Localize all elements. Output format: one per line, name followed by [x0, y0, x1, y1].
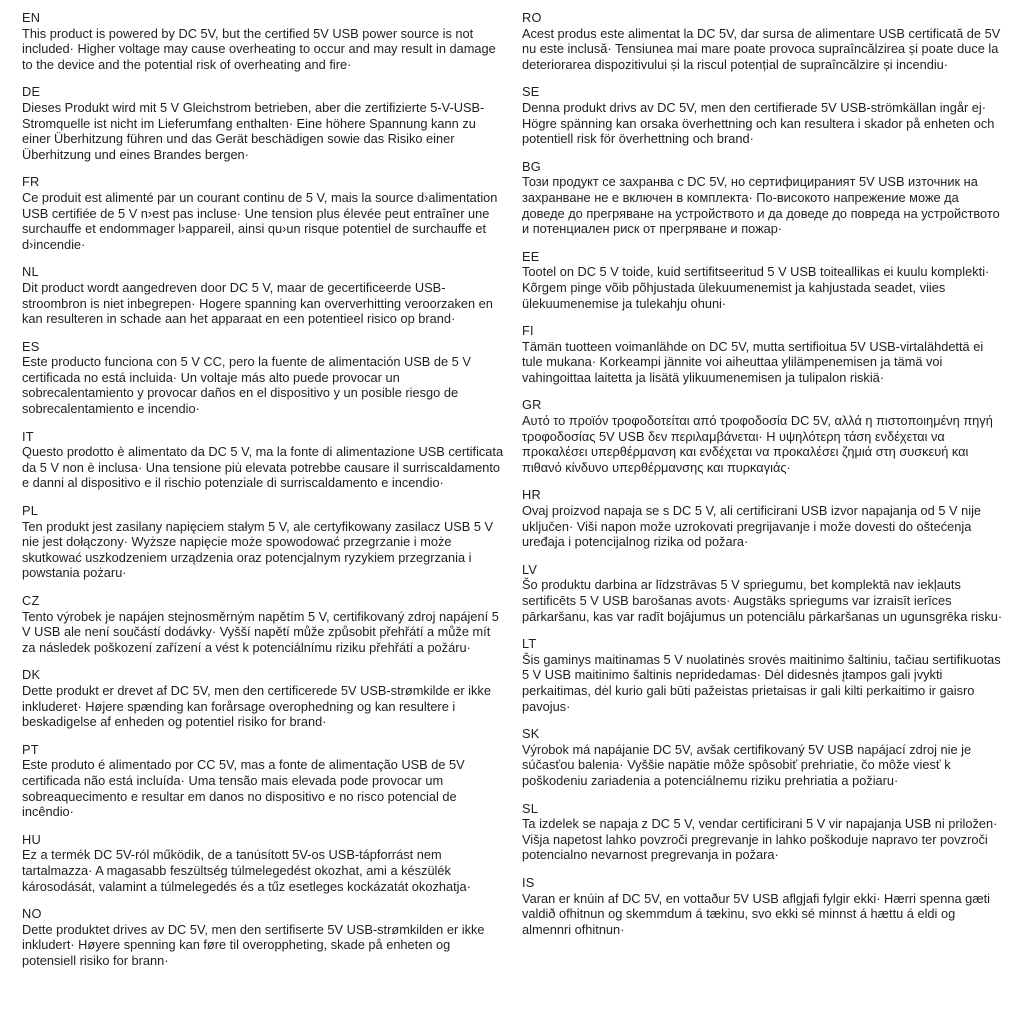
warning-text: Ez a termék DC 5V-ról működik, de a tanúsított 5V-os USB-tápforrást nem tartalmazza· A magasabb feszültség túlmelegedést okozhat, ami a készülék károsodását, valamint a túlmelegedés és a tűz esetleges kockázatát okozhatja·: [22, 847, 471, 894]
warning-text: Este produto é alimentado por CC 5V, mas a fonte de alimentação USB de 5V certificada não está incluída· Uma tensão mais elevada pode provocar um sobreaquecimento e resultar em danos no dispositivo e no risco potencial de incêndio·: [22, 757, 465, 820]
warning-text: Výrobok má napájanie DC 5V, avšak certifikovaný 5V USB napájací zdroj nie je súčasťou balenia· Vyššie napätie môže spôsobiť prehriatie, čo môže viesť k poškodeniu zariadenia a potenciálnemu riziku prehriatia a požiaru·: [522, 741, 972, 788]
warning-text: Tootel on DC 5 V toide, kuid sertifitseeritud 5 V USB toiteallikas ei kuulu komplekti· Kõrgem pinge võib põhjustada ülekuumenemist ja kahjustada seadet, viies ülekuumenemise ja tulekahju ohuni·: [522, 264, 990, 311]
language-section-hu: [22, 832, 504, 894]
language-code: PT: [22, 741, 39, 757]
warning-text: Šis gaminys maitinamas 5 V nuolatinės srovės maitinimo šaltiniu, tačiau sertifikuotas 5 V USB maitinimo šaltinis nepridedamas· Dėl didesnės įtampos gali įvykti perkaitimas, dėl kurio gali būti pažeistas prietaisas ir gali kilti perkaitimo ir gaisro pavojus·: [522, 651, 1001, 714]
language-section-pl: [22, 503, 504, 581]
language-code: GR: [522, 397, 542, 413]
language-code: NO: [22, 906, 42, 922]
language-code: BG: [522, 158, 541, 174]
language-code: NL: [22, 264, 39, 280]
language-section-fi: [522, 323, 1004, 385]
language-section-dk: [22, 667, 504, 729]
language-code: HU: [22, 831, 41, 847]
language-code: CZ: [22, 593, 40, 608]
language-code: DE: [22, 84, 41, 100]
warning-text: Šo produktu darbina ar līdzstrāvas 5 V spriegumu, bet komplektā nav iekļauts sertificēts 5 V USB barošanas avots· Augstāks spriegums var izraisīt ierīces pārkaršanu, kas var radīt bojājumus un potenciālu pārkaršanas un ugunsgrēka risku·: [522, 577, 1003, 624]
language-section-lv: [522, 562, 1004, 624]
warning-text: Acest produs este alimentat la DC 5V, dar sursa de alimentare USB certificată de 5V nu este inclusă· Tensiunea mai mare poate provoca supraîncălzirea și poate duce la deteriorarea dispozitivului și la riscul potențial de supraîncălzire și incendiu·: [522, 25, 1001, 72]
language-code: FI: [522, 323, 534, 339]
warning-text: Tento výrobek je napájen stejnosměrným napětím 5 V, certifikovaný zdroj napájení 5 V USB ale není součástí dodávky· Vyšší napětí může způsobit přehřátí a může mít za následek poškození zařízení a vést k potenciálnímu riziku přehřátí a požáru·: [22, 608, 499, 655]
warning-text: Ce produit est alimenté par un courant continu de 5 V, mais la source d›alimentation USB certifiée de 5 V n›est pas incluse· Une tension plus élevée peut entraîner une surchauffe et endommager l›appareil, ainsi qu›un risque potentiel de surchauffe et d›incendie·: [22, 189, 498, 252]
warning-text: Denna produkt drivs av DC 5V, men den certifierade 5V USB-strömkällan ingår ej· Högre spänning kan orsaka överhettning och kan resultera i skador på enheten och potentiell risk för överhettning och brand·: [522, 99, 995, 147]
warning-text: Този продукт се захранва с DC 5V, но сертифицираният 5V USB източник на захранване не е включен в комплекта· По-високото напрежение може да доведе до прегряване на устройството и да доведе до повреда на устройството и потенциален риск от прегряване и пожар·: [522, 174, 1000, 237]
warning-text: Ten produkt jest zasilany napięciem stałym 5 V, ale certyfikowany zasilacz USB 5 V nie jest dołączony· Wyższe napięcie może spowodować przegrzanie i może skutkować uszkodzeniem urządzenia oraz potencjalnym ryzykiem przegrzania i powstania pożaru·: [22, 518, 494, 581]
language-section-fr: [22, 174, 504, 252]
language-code: IT: [22, 428, 34, 444]
warning-text: Ovaj proizvod napaja se s DC 5 V, ali certificirani USB izvor napajanja od 5 V nije uključen· Viši napon može uzrokovati pregrijavanje i može dovesti do oštećenja uređaja i potencijalnog rizika od požara·: [522, 503, 982, 550]
language-section-se: [522, 84, 1004, 146]
language-code: PL: [22, 503, 39, 519]
language-code: SK: [522, 726, 540, 742]
language-section-de: [22, 84, 504, 162]
language-code: EN: [22, 10, 41, 25]
language-section-bg: [522, 159, 1004, 237]
language-code: EE: [522, 248, 540, 264]
language-section-it: [22, 429, 504, 491]
warning-text: Dieses Produkt wird mit 5 V Gleichstrom betrieben, aber die zertifizierte 5-V-USB-Stromquelle ist nicht im Lieferumfang enthalten· Eine höhere Spannung kann zu einer Überhitzung führen und das Gerät beschädigen sowie das Risiko einer Überhitzung und eines Brandes bergen·: [22, 99, 485, 162]
language-code: LV: [522, 561, 538, 577]
language-code: DK: [22, 667, 41, 683]
language-code: LT: [522, 636, 537, 652]
language-code: HR: [522, 487, 541, 503]
warning-text: Dit product wordt aangedreven door DC 5 V, maar de gecertificeerde USB-stroombron is niet inbegrepen· Hogere spanning kan oververhitting veroorzaken en kan resulteren in schade aan het apparaat en een potentieel risico op brand·: [22, 279, 493, 327]
column-left: [22, 10, 504, 1024]
language-section-ro: [522, 10, 1004, 72]
language-code: SE: [522, 84, 540, 100]
language-section-no: [22, 906, 504, 968]
language-code: IS: [522, 874, 535, 890]
language-section-es: [22, 339, 504, 417]
warning-text: Varan er knúin af DC 5V, en vottaður 5V USB aflgjafi fylgir ekki· Hærri spenna gæti valdið ofhitnun og skemmdum á tækinu, svo ekki sé minnst á hættu á eldi og almennri ofhitnun·: [522, 890, 991, 937]
warning-text: This product is powered by DC 5V, but the certified 5V USB power source is not included· Higher voltage may cause overheating to occur and may result in damage to the device and the potential risk of overheating and fire·: [22, 25, 496, 72]
language-section-is: [522, 875, 1004, 937]
language-section-en: [22, 10, 504, 72]
language-section-sl: [522, 801, 1004, 863]
language-code: FR: [22, 174, 40, 190]
warning-text: Dette produktet drives av DC 5V, men den sertifiserte 5V USB-strømkilden er ikke inkludert· Høyere spenning kan føre til overoppheting, skade på enheten og potensiell risiko for brann·: [22, 921, 485, 968]
language-section-cz: [22, 593, 504, 655]
language-section-pt: [22, 742, 504, 820]
language-section-sk: [522, 726, 1004, 788]
language-section-lt: [522, 636, 1004, 714]
warning-text: Ta izdelek se napaja z DC 5 V, vendar certificirani 5 V vir napajanja USB ni priložen· Višja napetost lahko povzroči pregrevanje in lahko poškoduje napravo ter povzroči potencialno nevarnost pregrevanja in požara·: [522, 816, 998, 863]
warning-text: Dette produkt er drevet af DC 5V, men den certificerede 5V USB-strømkilde er ikke inkluderet· Højere spænding kan forårsage overophedning og kan resultere i beskadigelse af enheden og potentiel risiko for brand·: [22, 682, 491, 730]
column-right: [522, 10, 1004, 1024]
warning-text: Este producto funciona con 5 V CC, pero la fuente de alimentación USB de 5 V certificada no está incluida· Un voltaje más alto puede provocar un sobrecalentamiento y provocar daños en el dispositivo y un posible riesgo de sobrecalentamiento e incendio·: [22, 354, 471, 417]
language-code: ES: [22, 338, 40, 354]
language-section-gr: [522, 397, 1004, 475]
warning-text: Questo prodotto è alimentato da DC 5 V, ma la fonte di alimentazione USB certificata da 5 V non è inclusa· Una tensione più elevata potrebbe causare il surriscaldamento e danni al dispositivo e il rischio potenziale di surriscaldamento e incendio·: [22, 444, 504, 491]
warning-text: Αυτό το προϊόν τροφοδοτείται από τροφοδοσία DC 5V, αλλά η πιστοποιημένη πηγή τροφοδοσίας 5V USB δεν περιλαμβάνεται· Η υψηλότερη τάση ενδέχεται να προκαλέσει υπερθέρμανση και ενδέχεται να προκαλέσει ζημιά στη συσκευή και πιθανό κίνδυνο υπερθέρμανσης και πυρκαγιάς·: [522, 413, 993, 475]
language-section-ee: [522, 249, 1004, 311]
language-code: RO: [522, 10, 542, 25]
language-section-nl: [22, 264, 504, 326]
language-section-hr: [522, 487, 1004, 549]
warning-text: Tämän tuotteen voimanlähde on DC 5V, mutta sertifioitua 5V USB-virtalähdettä ei tule mukana· Korkeampi jännite voi aiheuttaa ylilämpenemisen ja tämä voi vahingoittaa laitetta ja lisätä ylikuumenemisen ja tulipalon riskiä·: [522, 338, 984, 385]
language-code: SL: [522, 800, 539, 816]
